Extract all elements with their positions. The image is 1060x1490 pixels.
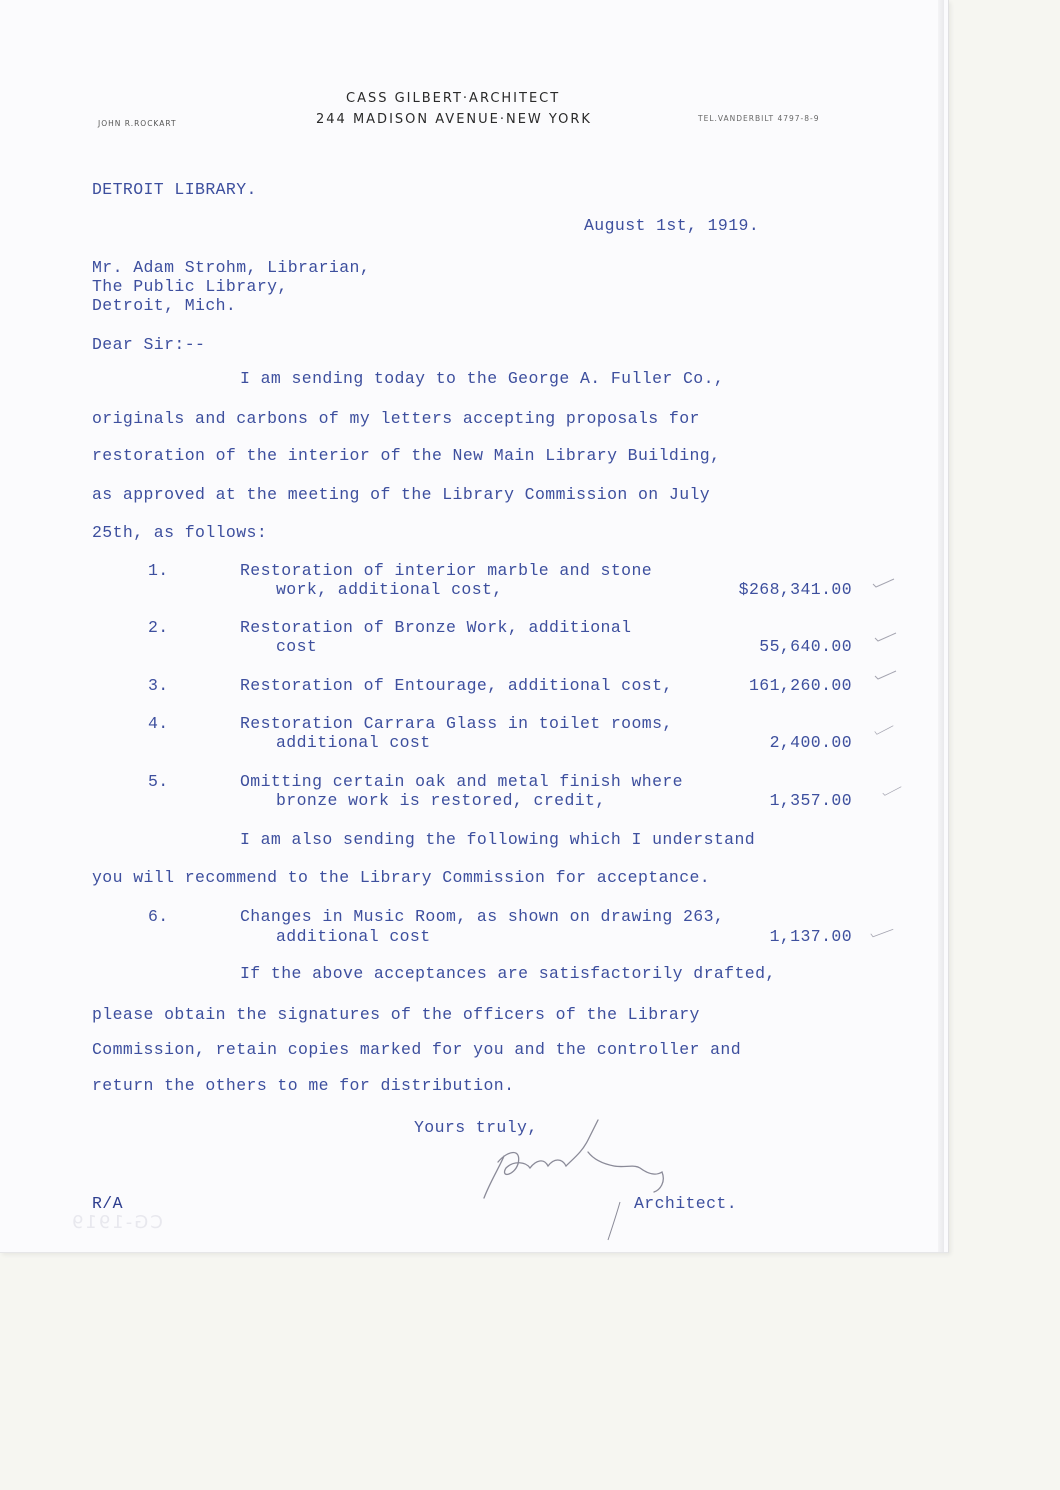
item-description: additional cost (276, 733, 431, 752)
paragraph-line: you will recommend to the Library Commission for acceptance. (92, 868, 711, 887)
paragraph-line: If the above acceptances are satisfactorily drafted, (240, 964, 776, 983)
signatory-title: Architect. (634, 1194, 738, 1213)
item-description: Omitting certain oak and metal finish where (240, 772, 683, 791)
item-description: Restoration Carrara Glass in toilet rooms, (240, 714, 673, 733)
item-description: Restoration of interior marble and stone (240, 561, 653, 580)
letterhead-address: 244 MADISON AVENUE·NEW YORK (316, 112, 592, 127)
recipient-line-2: The Public Library, (92, 277, 288, 296)
recipient-line-1: Mr. Adam Strohm, Librarian, (92, 258, 371, 277)
paragraph-line: please obtain the signatures of the officers of the Library (92, 1005, 700, 1024)
check-mark-icon (870, 928, 894, 938)
item-number: 2. (148, 618, 169, 637)
item-number: 6. (148, 907, 169, 926)
item-description: additional cost (276, 927, 431, 946)
item-amount: 55,640.00 (759, 637, 852, 656)
paragraph-line: I am sending today to the George A. Fuller Co., (240, 369, 725, 388)
recipient-line-3: Detroit, Mich. (92, 296, 237, 315)
item-number: 1. (148, 561, 169, 580)
item-amount: 2,400.00 (769, 733, 852, 752)
valediction: Yours truly, (414, 1118, 538, 1137)
item-description: Restoration of Bronze Work, additional (240, 618, 632, 637)
item-description: Changes in Music Room, as shown on drawing 263, (240, 907, 725, 926)
paragraph-line: return the others to me for distribution. (92, 1076, 515, 1095)
check-mark-icon (872, 725, 896, 735)
faint-stamp: CG-1919 (70, 1212, 163, 1233)
check-mark-icon (874, 632, 898, 642)
item-number: 3. (148, 676, 169, 695)
signature-icon (470, 1112, 680, 1242)
item-description: Restoration of Entourage, additional cost, (240, 676, 673, 695)
paragraph-line: restoration of the interior of the New Main Library Building, (92, 446, 721, 465)
project-heading: DETROIT LIBRARY. (92, 180, 257, 199)
paragraph-line: 25th, as follows: (92, 523, 268, 542)
paragraph-line: as approved at the meeting of the Library Commission on July (92, 485, 711, 504)
item-number: 4. (148, 714, 169, 733)
letter-date: August 1st, 1919. (584, 216, 760, 235)
letterhead-telephone: TEL.VANDERBILT 4797-8-9 (698, 114, 820, 123)
check-mark-icon (872, 578, 896, 588)
letterhead-associate: JOHN R.ROCKART (98, 119, 177, 128)
item-description: cost (276, 637, 318, 656)
salutation: Dear Sir:-- (92, 335, 206, 354)
check-mark-icon (874, 670, 898, 680)
paper-edge (938, 0, 944, 1252)
check-mark-icon (880, 786, 904, 796)
letterhead-firm: CASS GILBERT·ARCHITECT (346, 91, 561, 106)
paragraph-line: I am also sending the following which I understand (240, 830, 756, 849)
item-amount: $268,341.00 (738, 580, 852, 599)
item-number: 5. (148, 772, 169, 791)
typist-initials: R/A (92, 1194, 123, 1213)
item-description: work, additional cost, (276, 580, 503, 599)
item-description: bronze work is restored, credit, (276, 791, 606, 810)
item-amount: 1,357.00 (769, 791, 852, 810)
paragraph-line: originals and carbons of my letters accepting proposals for (92, 409, 700, 428)
paragraph-line: Commission, retain copies marked for you and the controller and (92, 1040, 742, 1059)
item-amount: 1,137.00 (769, 927, 852, 946)
item-amount: 161,260.00 (748, 676, 852, 695)
